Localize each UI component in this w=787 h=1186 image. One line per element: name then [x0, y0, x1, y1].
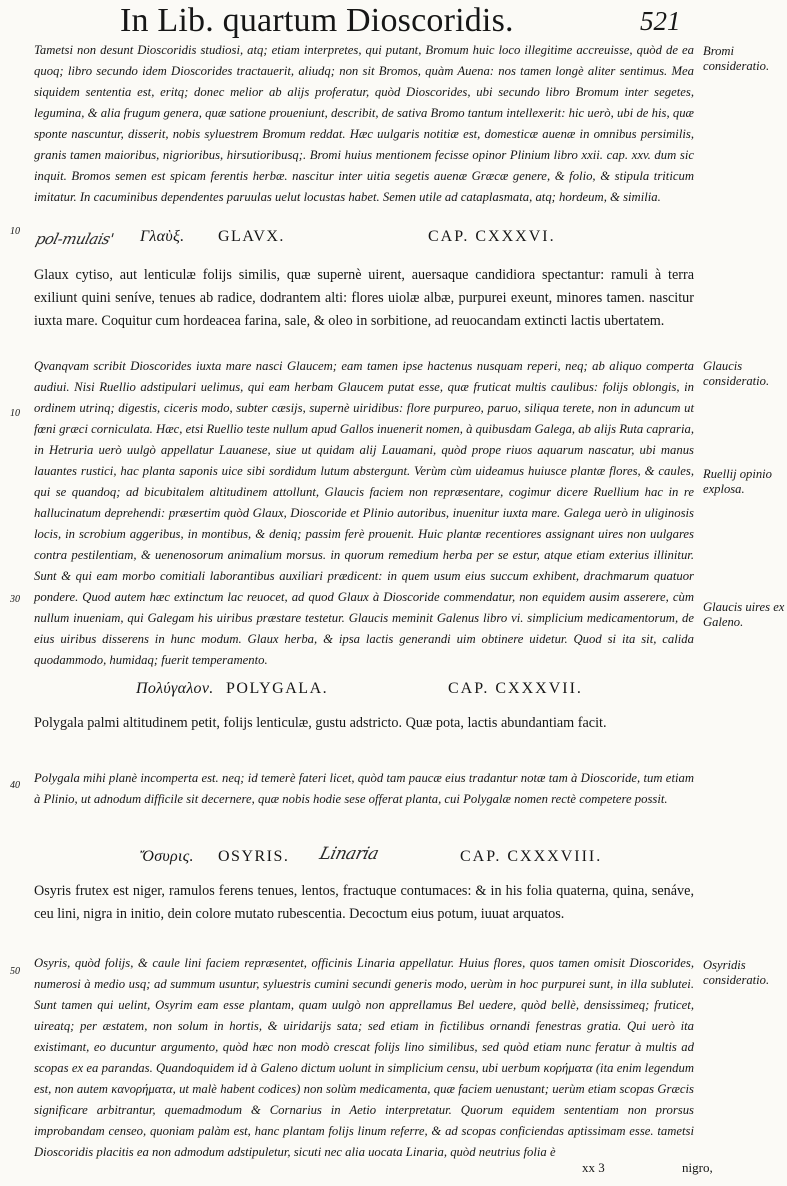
greek-name: Ὄσυρις. [140, 848, 194, 865]
margin-note-ruellij: Ruellij opinio explosa. [703, 467, 772, 496]
line-number: 10 [10, 408, 20, 419]
line-number: 30 [10, 594, 20, 605]
margin-note-osyridis: Osyridis consideratio. [703, 958, 770, 987]
chapter-heading-polygala [0, 680, 787, 706]
margin-note-glaucis: Glaucis consideratio. [703, 359, 770, 388]
margin-note-bromi: Bromi consideratio. [703, 44, 770, 73]
osyris-text: Osyris frutex est niger, ramulos ferens tenues, lentos, fractuque contumaces: & in his folia quaterna, quina, senáve, ceu lini, nigra in initio, dein colore mutato rubescentia. Decoctum eius potum, iuuat arquatos. [34, 883, 694, 922]
chapter-heading-osyris [0, 844, 787, 874]
chapter-title: OSYRIS. [218, 848, 290, 865]
glaux-text-block [34, 264, 694, 333]
polygala-text: Polygala palmi altitudinem petit, folijs lenticulæ, gustu adstricto. Quæ pota, lactis abundantiam facit. [34, 715, 607, 731]
glaux-commentary-block [34, 356, 694, 671]
glaux-text: Glaux cytiso, aut lenticulæ folijs similis, quæ supernè uirent, auersaque candidiora spectantur: ramuli à terra exiliunt quini seníve, tenues ab radice, dodrantem alti: flores uiolæ albæ, purpurei exeunt, minores tamen. nascitur iuxta mare. Coquitur cum hordeacea farina, sale, & oleo in sorbitione, ad reuocandam extincti lactis ubertatem. [34, 267, 694, 329]
bromus-commentary-block [34, 40, 694, 208]
polygala-commentary: Polygala mihi planè incomperta est. neq; id temerè fateri licet, quòd tam paucæ eius tradantur notæ tam à Dioscoride, tum etiam à Plinio, ut adnodum difficile sit decernere, quæ nobis hodie sese offerat planta, cui Polygalæ nomen rectè competere possit. [34, 771, 694, 806]
greek-name: Πολύγαλον. [136, 680, 214, 697]
running-title: In Lib. quartum Dioscoridis. [120, 2, 514, 39]
chapter-number: CAP. CXXXVII. [448, 680, 583, 697]
osyris-commentary: Osyris, quòd folijs, & caule lini faciem repræsentet, officinis Linaria appellatur. Huius flores, quos tamen omisit Dioscorides, numerosi à medio usq; ad summum usuntur, syluestris cumini secundi generis modo, uerùm in hoc purpurei sunt, in illa sublutei. Sunt tamen qui uelint, Osyrim eam esse plantam, quam uulgò non apprellamus Bel uedere, quòd bellè, densissimeq; fruticet, uireatq; per æstatem, non solum in hortis, & uiridarijs sata; sed etiam in fictilibus ornandi fenestras gratia. Qui uerò ita existimant, eo ducuntur argumento, quòd hæc non modò crescat folijs lino similibus, sed quòd etiam nunc feratur à multis ad scopas ex ea parandas. Quandoquidem id à Galeno dictum uolunt in simplicium censu, ubi uerbum κορήματα (ita enim legendum est, non autem κανορήματα, ut malè habent codices) non solùm medicamenta, quæ faciem uenustant; uerùm etiam scopas Græcis significare arbitrantur, quemadmodum & Cornarius in Aetio interpretatur. Quorum equidem sententiam non prorsus improbandam censeo, quoniam palàm est, hanc plantam folijs linum referre, & ad scopas conficiendas aptissimam esse. tametsi Dioscoridis placitis ea non admodum adstipuletur, sicuti nec alia uocata Linaria, quòd neutrius folia è [34, 956, 694, 1159]
line-number: 50 [10, 966, 20, 977]
polygala-commentary-block [34, 768, 694, 810]
handwritten-annotation: pol-mulais' [33, 230, 116, 248]
greek-name: Γλαὺξ. [140, 228, 185, 245]
chapter-number: CAP. CXXXVIII. [460, 848, 603, 865]
line-number: 10 [10, 226, 20, 237]
margin-note-galeno: Glaucis uires ex Galeno. [703, 600, 785, 629]
bromus-commentary: Tametsi non desunt Dioscoridis studiosi, atq; etiam interpretes, qui putant, Bromum huic loco illegitime accreuisse, quòd de ea quoq; libro secundo idem Dioscorides tractauerit, aliudq; non sit Bromos, quàm Auena: nos tamen longè aliter sentimus. Mea siquidem sententia est, eritq; donec melior ab alijs proferatur, quòd Dioscorides, ubi secundo libro Bromum inter segetes, legumina, & alia frugum genera, quæ satione proueniunt, describit, de sativa Bromo tantum intellexerit: hic uerò, ubi de his, quæ sponte nascuntur, disserit, nobis syluestrem Bromum reddat. Hæc uulgaris notitiæ est, domesticæ auenæ in omnibus persimilis, granis tamen maioribus, nigrioribus, hirsutioribusq;. Bromi huius mentionem fecisse opinor Plinium libro xxii. cap. xxv. dum sic inquit. Bromos semen est spicam ferentis herbæ. nascitur inter uitia segetis auenæ Græcæ genere, & folio, & stipula triticum imitatur. In cacuminibus dependentes paruulas uelut locustas habet. Semen utile ad cataplasmata, atq; hordeum, & similia. [34, 43, 694, 204]
glaux-commentary: Qvanqvam scribit Dioscorides iuxta mare nasci Glaucem; eam tamen ipse hactenus nusquam reperi, neq; ab aliquo comperta audiui. Nisi Ruellio adstipulari uelimus, qui eam herbam Glaucem putat esse, quæ fruticat multis caulibus: folijs oblongis, in ordinem utrinq; digestis, ciceris modo, subter cæsijs, supernè uiridibus: flore purpureo, paruo, siliqua terete, non in aduncum ut fœni græci corniculata. Hæc, etsi Ruellio teste nullum apud Gallos inuenerit nomen, à quibusdam Galega, ab alijs Ruta capraria, in Hetruria uerò uulgò appellatur Lauanese, siue ut quidam alij Lauamani, quòd prope riuos aquarum nascatur, ubi manus lauantes rustici, hac planta saponis uice sibi sordidum lutum abstergunt. Verùm cùm uideamus huiusce plantæ flores, & caules, qui se quandoq; ad bicubitalem altitudinem attollunt, Glaucis faciem non repræsentare, cogimur dicere Ruellium hac in re hallucinatum deprehendi: præsertim quòd Glaux, Dioscoride et Plinio autoribus, inuenitur iuxta mare. Galega uerò in uliginosis locis, in scrobium aggeribus, in montibus, & deniq; passim ferè prouenit. Huic plantæ recentiores assignant uires non uulgares contra pestilentiam, & uenenosorum animalium morsus. in quorum remedium herba per se estur, atque etiam exterius illinitur. Sunt & qui eam morbo comitiali laborantibus auxiliari prædicent: in quem usum eius succum exhibent, drachmarum quatuor pondere. Quod autem hæc extinctum lac reuocet, ad quod Glaux à Dioscoride commendatur, non equidem ausim asserere, cùm nullum inueniam, qui Galegam his uiribus præstare testetur. Glaucis meminit Galenus libro vi. simplicium medicamentorum, de eius uiribus disserens in hunc modum. Glaux herba, & ipsa lactis generandi uim obtinere uidetur. Quod si ita sit, calida quodammodo, humidaq; fuerit temperamento. [34, 359, 694, 667]
page-number: 521 [640, 6, 681, 36]
polygala-text-block [34, 712, 694, 735]
osyris-commentary-block [34, 953, 694, 1163]
chapter-title: GLAVX. [218, 228, 285, 245]
line-number: 40 [10, 780, 20, 791]
running-head [0, 0, 787, 44]
osyris-text-block [34, 880, 694, 926]
chapter-title: POLYGALA. [226, 680, 329, 697]
chapter-heading-glaux [0, 228, 787, 254]
signature-mark: xx 3 [582, 1160, 605, 1175]
catchword: nigro, [682, 1160, 713, 1175]
chapter-number: CAP. CXXXVI. [428, 228, 556, 245]
handwritten-annotation: Linaria [317, 844, 381, 864]
